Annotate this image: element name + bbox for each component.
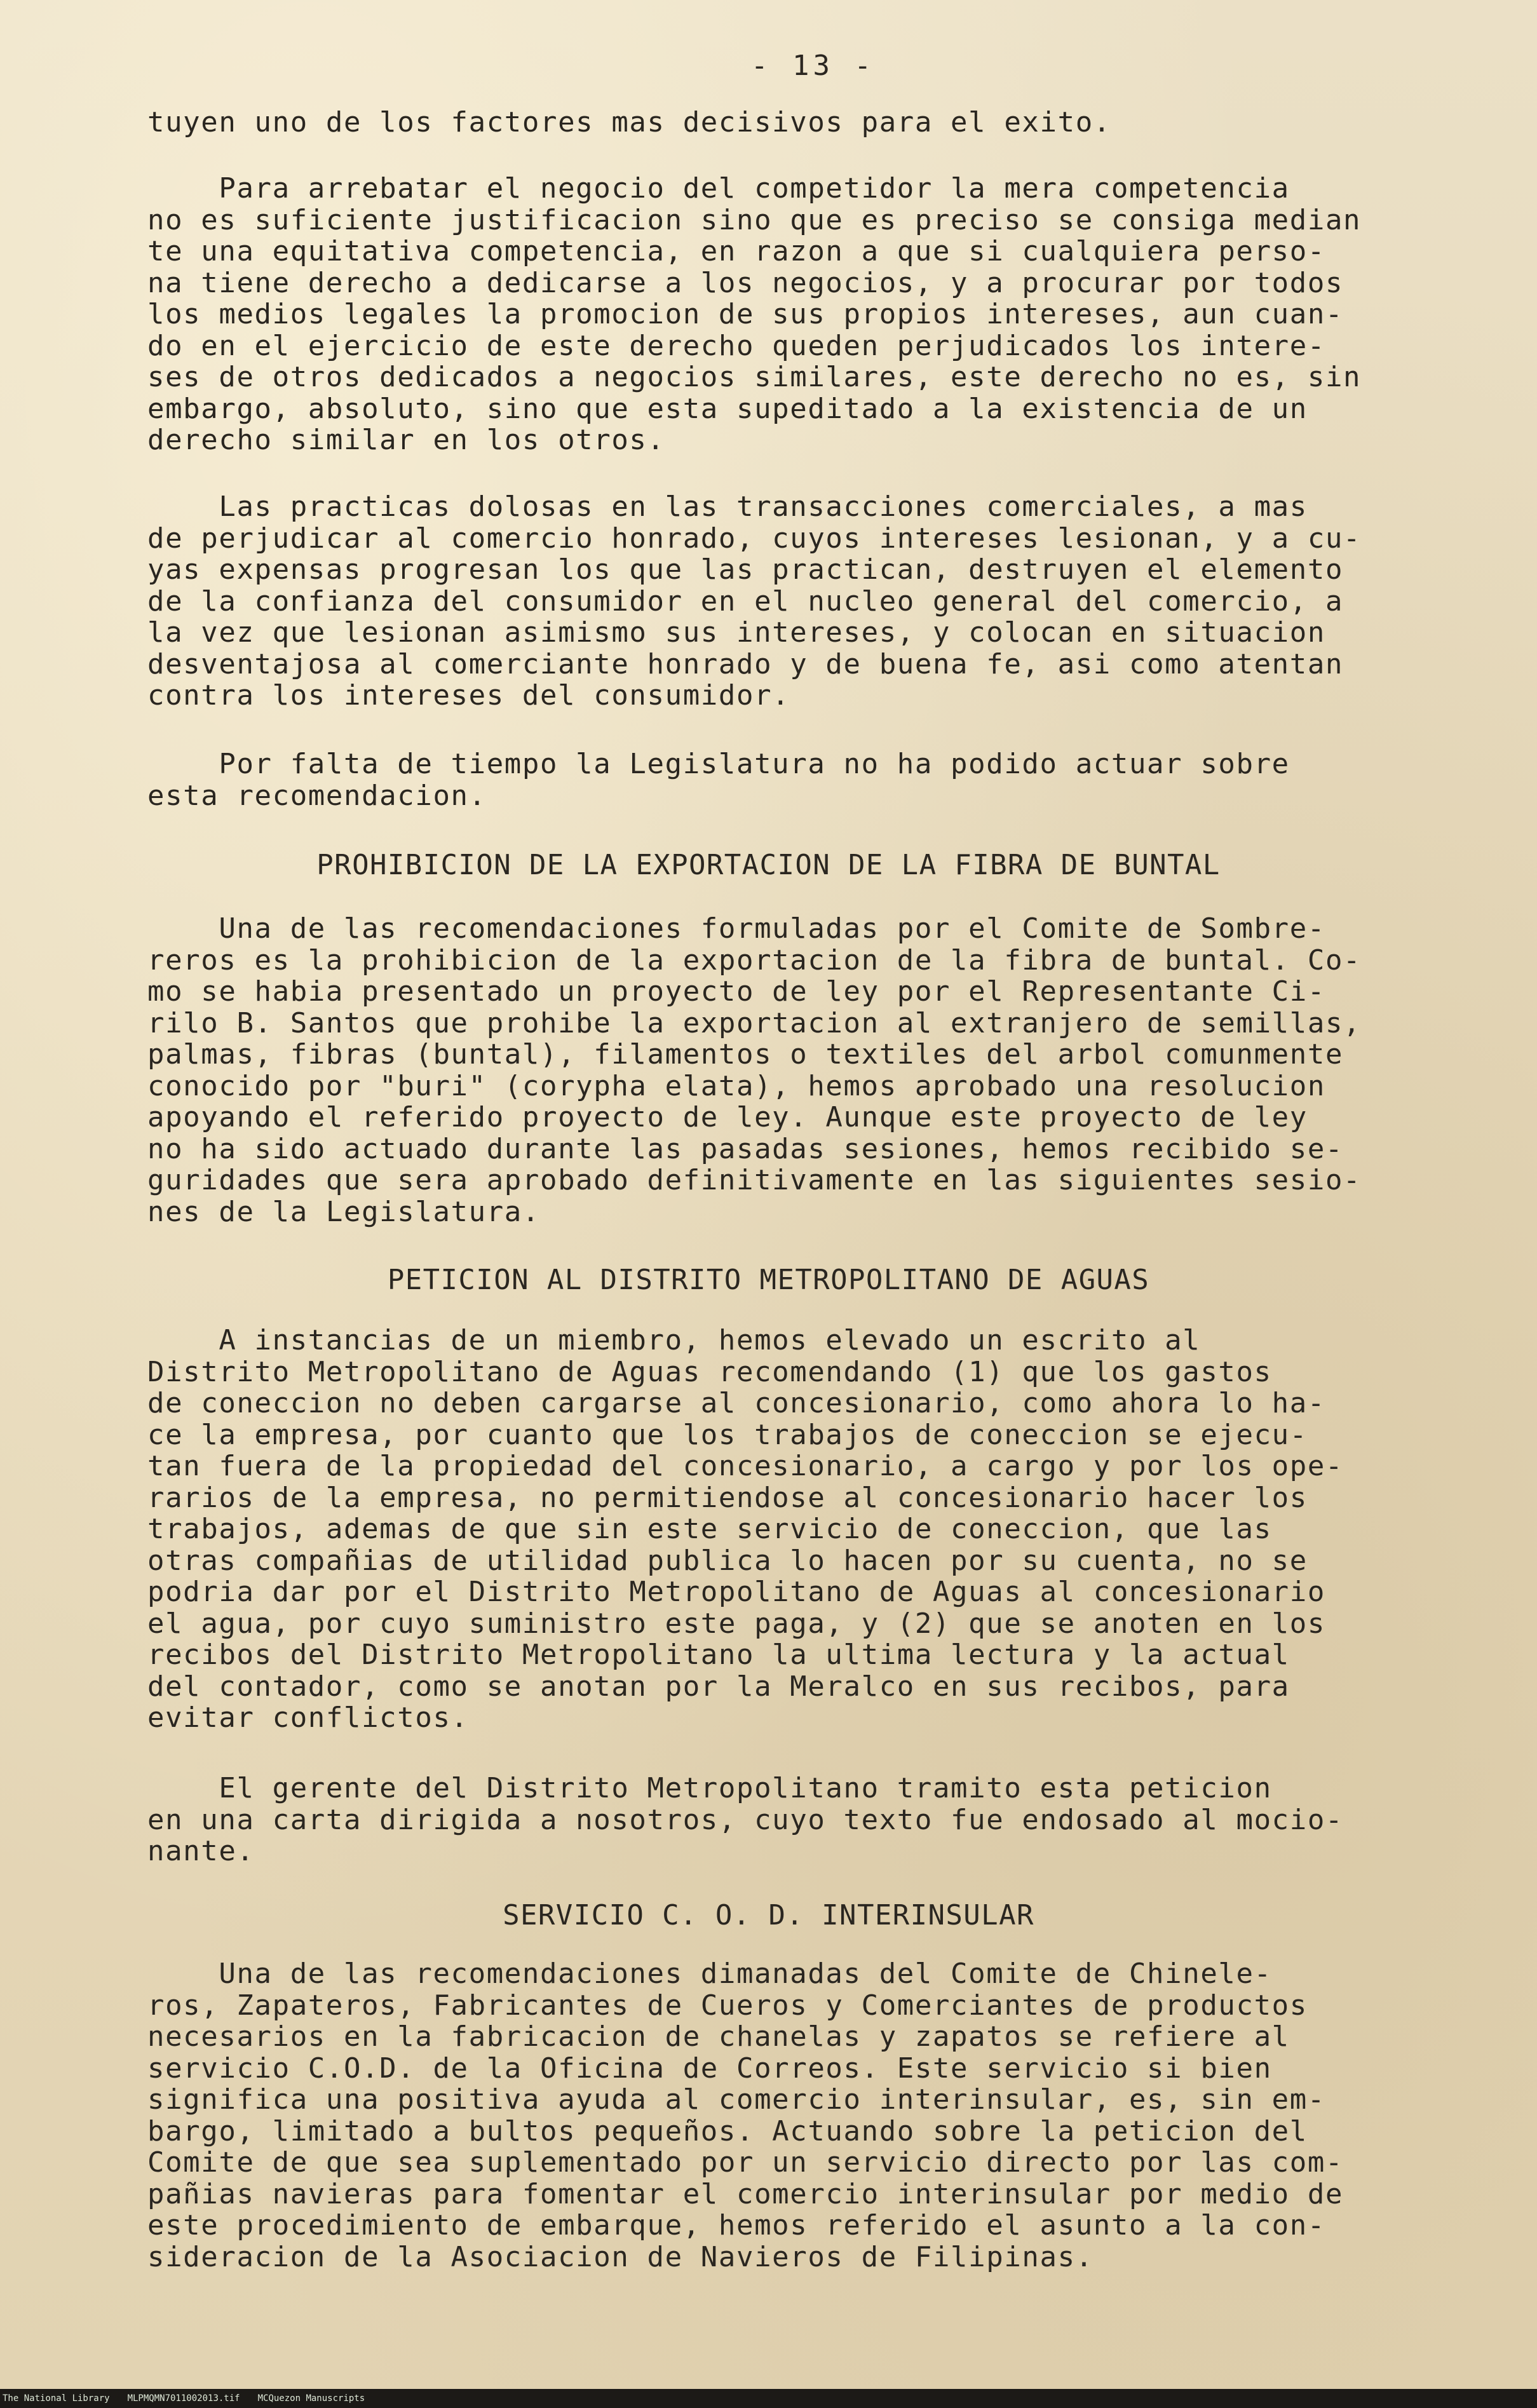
text-line: embargo, absoluto, sino que esta supeditado a la existencia de un xyxy=(147,393,1308,424)
text-line: de coneccion no deben cargarse al concesionario, como ahora lo ha- xyxy=(147,1388,1325,1419)
text-line: Distrito Metropolitano de Aguas recomendando (1) que los gastos xyxy=(147,1356,1272,1388)
text-line: sideracion de la Asociacion de Navieros de Filipinas. xyxy=(147,2241,1094,2273)
text-line: podria dar por el Distrito Metropolitano de Aguas al concesionario xyxy=(147,1576,1325,1608)
text-line: conocido por "buri" (corypha elata), hemos aprobado una resolucion xyxy=(147,1070,1325,1102)
paragraph-intro-fragment xyxy=(147,107,1463,139)
text-line: esta recomendacion. xyxy=(147,780,487,811)
text-line: en una carta dirigida a nosotros, cuyo texto fue endosado al mocio- xyxy=(147,1804,1344,1836)
section-heading-cod: SERVICIO C. O. D. INTERINSULAR xyxy=(503,1899,1034,1931)
text-line: yas expensas progresan los que las practican, destruyen el elemento xyxy=(147,554,1344,586)
text-line: los medios legales la promocion de sus propios intereses, aun cuan- xyxy=(147,299,1344,330)
text-line: apoyando el referido proyecto de ley. Aunque este proyecto de ley xyxy=(147,1102,1308,1133)
text-line: guridades que sera aprobado definitivamente en las siguientes sesio- xyxy=(147,1165,1362,1196)
text-line: este procedimiento de embarque, hemos referido el asunto a la con- xyxy=(147,2210,1325,2242)
text-line: ses de otros dedicados a negocios similares, este derecho no es, sin xyxy=(147,362,1362,393)
text-line: recibos del Distrito Metropolitano la ultima lectura y la actual xyxy=(147,1639,1290,1671)
text-line: na tiene derecho a dedicarse a los negocios, y a procurar por todos xyxy=(147,267,1344,299)
footer-collection: MCQuezon Manuscripts xyxy=(257,2393,365,2404)
text-line: trabajos, ademas de que sin este servicio de coneccion, que las xyxy=(147,1513,1272,1545)
page-number: - 13 - xyxy=(751,50,875,82)
text-line: no es suficiente justificacion sino que es preciso se consiga median xyxy=(147,204,1362,236)
text-line: reros es la prohibicion de la exportacion de la fibra de buntal. Co- xyxy=(147,944,1362,976)
text-line: bargo, limitado a bultos pequeños. Actuando sobre la peticion del xyxy=(147,2115,1308,2147)
text-line: rarios de la empresa, no permitiendose al concesionario hacer los xyxy=(147,1482,1308,1513)
text-line: no ha sido actuado durante las pasadas sesiones, hemos recibido se- xyxy=(147,1133,1344,1165)
text-line: do en el ejercicio de este derecho queden perjudicados los intere- xyxy=(147,330,1325,362)
text-line: rilo B. Santos que prohibe la exportacion al extranjero de semillas, xyxy=(147,1007,1362,1039)
text-line: tan fuera de la propiedad del concesionario, a cargo y por los ope- xyxy=(147,1451,1344,1482)
text-line: nes de la Legislatura. xyxy=(147,1196,540,1228)
text-line: ce la empresa, por cuanto que los trabajos de coneccion se ejecu- xyxy=(147,1419,1308,1451)
text-line: tuyen uno de los factores mas decisivos para el exito. xyxy=(147,107,1111,139)
paragraph-practicas-dolosas xyxy=(147,491,1463,712)
text-line: Para arrebatar el negocio del competidor la mera competencia xyxy=(147,173,1290,205)
text-line: El gerente del Distrito Metropolitano tramito esta peticion xyxy=(147,1773,1272,1804)
text-line: desventajosa al comerciante honrado y de buena fe, asi como atentan xyxy=(147,648,1344,680)
footer-file: MLPMQMN7011002013.tif xyxy=(127,2393,240,2404)
text-line: necesarios en la fabricacion de chanelas y zapatos se refiere al xyxy=(147,2021,1290,2053)
text-line: del contador, como se anotan por la Meralco en sus recibos, para xyxy=(147,1670,1290,1702)
paragraph-falta-de-tiempo xyxy=(147,748,1463,811)
section-heading-aguas: PETICION AL DISTRITO METROPOLITANO DE AGUAS xyxy=(387,1264,1150,1296)
text-line: nante. xyxy=(147,1836,255,1867)
text-line: contra los intereses del consumidor. xyxy=(147,680,790,712)
text-line: Por falta de tiempo la Legislatura no ha podido actuar sobre xyxy=(147,748,1290,780)
text-line: la vez que lesionan asimismo sus intereses, y colocan en situacion xyxy=(147,617,1325,649)
text-line: ros, Zapateros, Fabricantes de Cueros y Comerciantes de productos xyxy=(147,1989,1308,2021)
scan-footer-bar xyxy=(0,2389,1537,2408)
text-line: te una equitativa competencia, en razon a que si cualquiera perso- xyxy=(147,236,1325,267)
paragraph-aguas xyxy=(147,1325,1463,1734)
paragraph-gerente xyxy=(147,1773,1463,1867)
text-line: Una de las recomendaciones dimanadas del Comite de Chinele- xyxy=(147,1958,1272,1990)
text-line: otras compañias de utilidad publica lo hacen por su cuenta, no se xyxy=(147,1545,1308,1576)
text-line: de la confianza del consumidor en el nucleo general del comercio, a xyxy=(147,585,1344,617)
section-heading-buntal: PROHIBICION DE LA EXPORTACION DE LA FIBRA DE BUNTAL xyxy=(316,849,1221,881)
footer-library: The National Library xyxy=(3,2393,110,2404)
text-line: de perjudicar al comercio honrado, cuyos intereses lesionan, y a cu- xyxy=(147,522,1362,554)
text-line: A instancias de un miembro, hemos elevado un escrito al xyxy=(147,1325,1201,1356)
text-line: evitar conflictos. xyxy=(147,1702,469,1734)
text-line: pañias navieras para fomentar el comercio interinsular por medio de xyxy=(147,2178,1344,2210)
text-line: Una de las recomendaciones formuladas por el Comite de Sombre- xyxy=(147,913,1325,945)
text-line: mo se habia presentado un proyecto de ley por el Representante Ci- xyxy=(147,976,1325,1008)
text-line: servicio C.O.D. de la Oficina de Correos. Este servicio si bien xyxy=(147,2052,1272,2084)
text-line: significa una positiva ayuda al comercio interinsular, es, sin em- xyxy=(147,2084,1325,2116)
text-line: Las practicas dolosas en las transacciones comerciales, a mas xyxy=(147,491,1308,523)
text-line: palmas, fibras (buntal), filamentos o textiles del arbol comunmente xyxy=(147,1039,1344,1071)
paragraph-cod xyxy=(147,1958,1463,2273)
text-line: derecho similar en los otros. xyxy=(147,424,665,456)
paragraph-buntal xyxy=(147,913,1463,1228)
text-line: el agua, por cuyo suministro este paga, y (2) que se anoten en los xyxy=(147,1607,1325,1639)
text-line: Comite de que sea suplementado por un servicio directo por las com- xyxy=(147,2147,1344,2179)
paragraph-competencia xyxy=(147,173,1463,456)
